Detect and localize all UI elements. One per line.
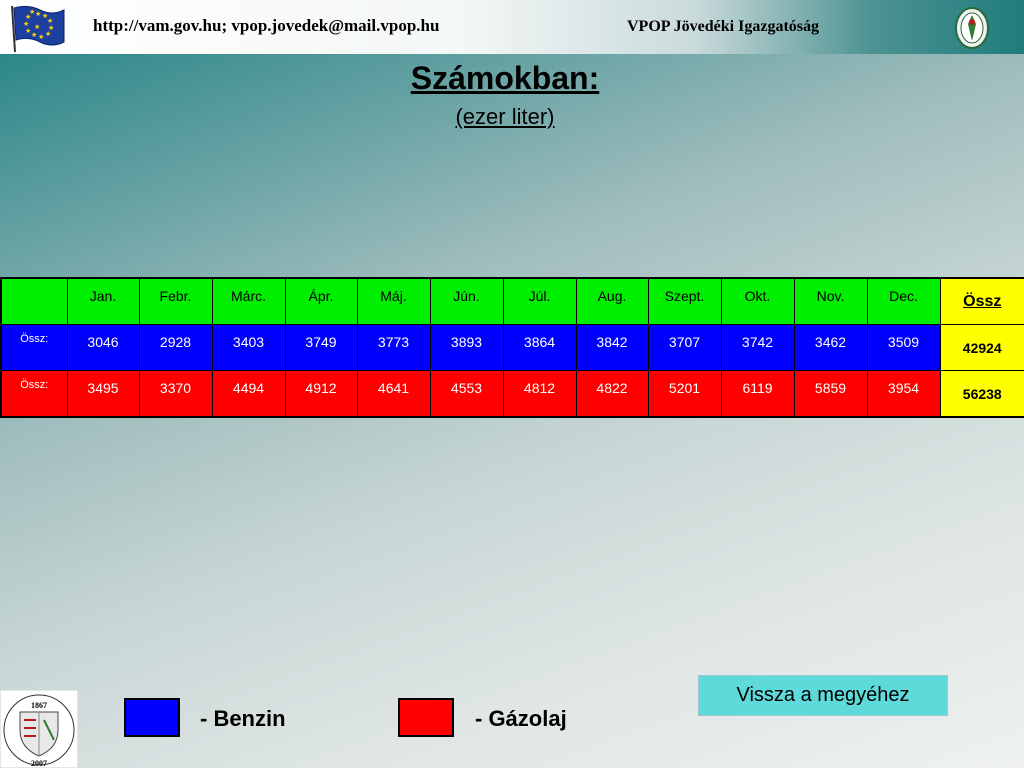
svg-text:2007: 2007 bbox=[31, 759, 47, 768]
svg-text:★: ★ bbox=[31, 31, 38, 39]
month-header: Jún. bbox=[430, 278, 503, 325]
row-total: 56238 bbox=[940, 371, 1024, 418]
contact-url[interactable]: http://vam.gov.hu; vpop.jovedek@mail.vpop.hu bbox=[93, 16, 440, 35]
table-cell: 2928 bbox=[139, 325, 212, 371]
table-cell: 5201 bbox=[648, 371, 721, 418]
svg-text:★: ★ bbox=[23, 20, 30, 28]
month-header: Dec. bbox=[867, 278, 940, 325]
table-cell: 5859 bbox=[794, 371, 867, 418]
table-cell: 3773 bbox=[357, 325, 430, 371]
page-subtitle: (ezer liter) bbox=[455, 104, 555, 129]
month-header: Máj. bbox=[357, 278, 430, 325]
month-header: Febr. bbox=[139, 278, 212, 325]
table-cell: 3864 bbox=[503, 325, 576, 371]
table-cell: 3495 bbox=[67, 371, 139, 418]
total-header: Össz bbox=[940, 278, 1024, 325]
row-total: 42924 bbox=[940, 325, 1024, 371]
table-cell: 4912 bbox=[285, 371, 357, 418]
table-cell: 4641 bbox=[357, 371, 430, 418]
svg-text:★: ★ bbox=[25, 13, 32, 21]
legend-swatch-benzin bbox=[124, 698, 180, 737]
svg-text:★: ★ bbox=[48, 24, 55, 32]
table-cell: 4822 bbox=[576, 371, 648, 418]
table-cell: 3842 bbox=[576, 325, 648, 371]
table-cell: 4494 bbox=[212, 371, 285, 418]
svg-text:★: ★ bbox=[25, 27, 32, 35]
table-row-gazolaj bbox=[1, 371, 1024, 418]
month-header: Szept. bbox=[648, 278, 721, 325]
back-to-county-button[interactable]: Vissza a megyéhez bbox=[698, 675, 948, 716]
page-title: Számokban: bbox=[410, 60, 600, 96]
eu-flag-icon bbox=[4, 2, 66, 54]
table-cell: 4812 bbox=[503, 371, 576, 418]
row-label: Össz: bbox=[1, 371, 67, 418]
legend-swatch-gazolaj bbox=[398, 698, 454, 737]
svg-text:★: ★ bbox=[42, 12, 49, 20]
corner-cell bbox=[1, 278, 67, 325]
svg-text:★: ★ bbox=[45, 30, 52, 38]
month-header: Aug. bbox=[576, 278, 648, 325]
table-cell: 3509 bbox=[867, 325, 940, 371]
volume-table bbox=[0, 277, 1024, 418]
anniversary-badge-icon bbox=[0, 690, 78, 768]
legend-label-benzin: - Benzin bbox=[200, 706, 286, 731]
table-cell: 3742 bbox=[721, 325, 794, 371]
table-cell: 3707 bbox=[648, 325, 721, 371]
table-cell: 3462 bbox=[794, 325, 867, 371]
table-cell: 3893 bbox=[430, 325, 503, 371]
svg-text:★: ★ bbox=[29, 8, 36, 16]
header-bar bbox=[0, 0, 1024, 54]
svg-text:1867: 1867 bbox=[31, 701, 47, 710]
table-cell: 3749 bbox=[285, 325, 357, 371]
table-row-benzin bbox=[1, 325, 1024, 371]
month-header: Nov. bbox=[794, 278, 867, 325]
month-header: Júl. bbox=[503, 278, 576, 325]
legend-label-gazolaj: - Gázolaj bbox=[475, 706, 567, 731]
row-label: Össz: bbox=[1, 325, 67, 371]
svg-text:★: ★ bbox=[35, 10, 42, 18]
table-cell: 3403 bbox=[212, 325, 285, 371]
customs-emblem-icon bbox=[954, 6, 990, 50]
table-cell: 4553 bbox=[430, 371, 503, 418]
table-cell: 3954 bbox=[867, 371, 940, 418]
svg-text:★: ★ bbox=[47, 17, 54, 25]
table-cell: 3046 bbox=[67, 325, 139, 371]
table-header-row bbox=[1, 278, 1024, 325]
table-cell: 6119 bbox=[721, 371, 794, 418]
month-header: Jan. bbox=[67, 278, 139, 325]
month-header: Márc. bbox=[212, 278, 285, 325]
svg-text:★: ★ bbox=[34, 23, 41, 31]
month-header: Okt. bbox=[721, 278, 794, 325]
org-name: VPOP Jövedéki Igazgatóság bbox=[627, 18, 819, 35]
month-header: Ápr. bbox=[285, 278, 357, 325]
svg-text:★: ★ bbox=[38, 33, 45, 41]
table-cell: 3370 bbox=[139, 371, 212, 418]
